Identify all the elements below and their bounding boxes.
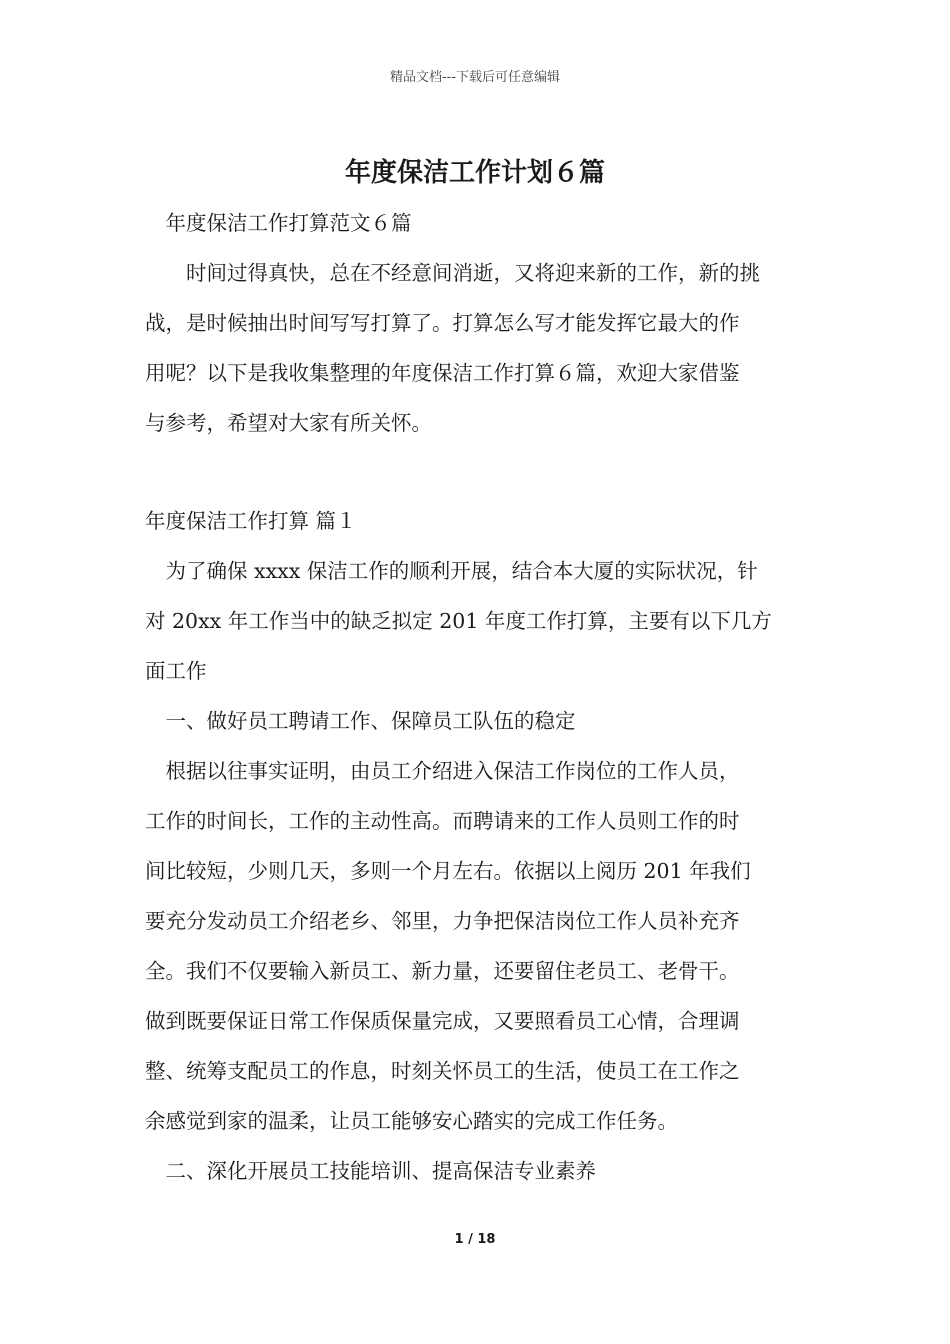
paragraph-line: 间比较短，少则几天，多则一个月左右。依据以上阅历 201 年我们 bbox=[145, 859, 751, 883]
subsection-heading: 二、深化开展员工技能培训、提高保洁专业素养 bbox=[145, 1159, 596, 1183]
paragraph-line: 时间过得真快，总在不经意间消逝，又将迎来新的工作，新的挑 bbox=[145, 261, 760, 285]
paragraph-line: 整、统筹支配员工的作息，时刻关怀员工的生活，使员工在工作之 bbox=[145, 1059, 740, 1083]
paragraph-spacer bbox=[145, 448, 805, 496]
paragraph-line: 根据以往事实证明，由员工介绍进入保洁工作岗位的工作人员， bbox=[145, 759, 740, 783]
subtitle-line: 年度保洁工作打算范文６篇 bbox=[145, 211, 412, 235]
section-heading: 年度保洁工作打算 篇１ bbox=[145, 509, 357, 533]
header-note: 精品文档---下载后可任意编辑 bbox=[389, 70, 561, 85]
page-number: 1 / 18 bbox=[454, 1232, 496, 1247]
document-body bbox=[145, 198, 805, 1196]
paragraph-line: 用呢？以下是我收集整理的年度保洁工作打算６篇，欢迎大家借鉴 bbox=[145, 361, 740, 385]
paragraph-line: 做到既要保证日常工作保质保量完成，又要照看员工心情，合理调 bbox=[145, 1009, 740, 1033]
subsection-heading: 一、做好员工聘请工作、保障员工队伍的稳定 bbox=[145, 709, 576, 733]
paragraph-line: 余感觉到家的温柔，让员工能够安心踏实的完成工作任务。 bbox=[145, 1109, 678, 1133]
paragraph-line: 全。我们不仅要输入新员工、新力量，还要留住老员工、老骨干。 bbox=[145, 959, 740, 983]
paragraph-line: 要充分发动员工介绍老乡、邻里，力争把保洁岗位工作人员补充齐 bbox=[145, 909, 740, 933]
paragraph-line: 工作的时间长，工作的主动性高。而聘请来的工作人员则工作的时 bbox=[145, 809, 740, 833]
paragraph-line: 战，是时候抽出时间写写打算了。打算怎么写才能发挥它最大的作 bbox=[145, 311, 740, 335]
paragraph-line: 面工作 bbox=[145, 659, 207, 683]
paragraph-line: 对 20xx 年工作当中的缺乏拟定 201 年度工作打算，主要有以下几方 bbox=[145, 609, 772, 633]
paragraph-line: 与参考，希望对大家有所关怀。 bbox=[145, 411, 432, 435]
paragraph-line: 为了确保 xxxx 保洁工作的顺利开展，结合本大厦的实际状况，针 bbox=[145, 559, 758, 583]
document-title: 年度保洁工作计划６篇 bbox=[344, 158, 605, 188]
